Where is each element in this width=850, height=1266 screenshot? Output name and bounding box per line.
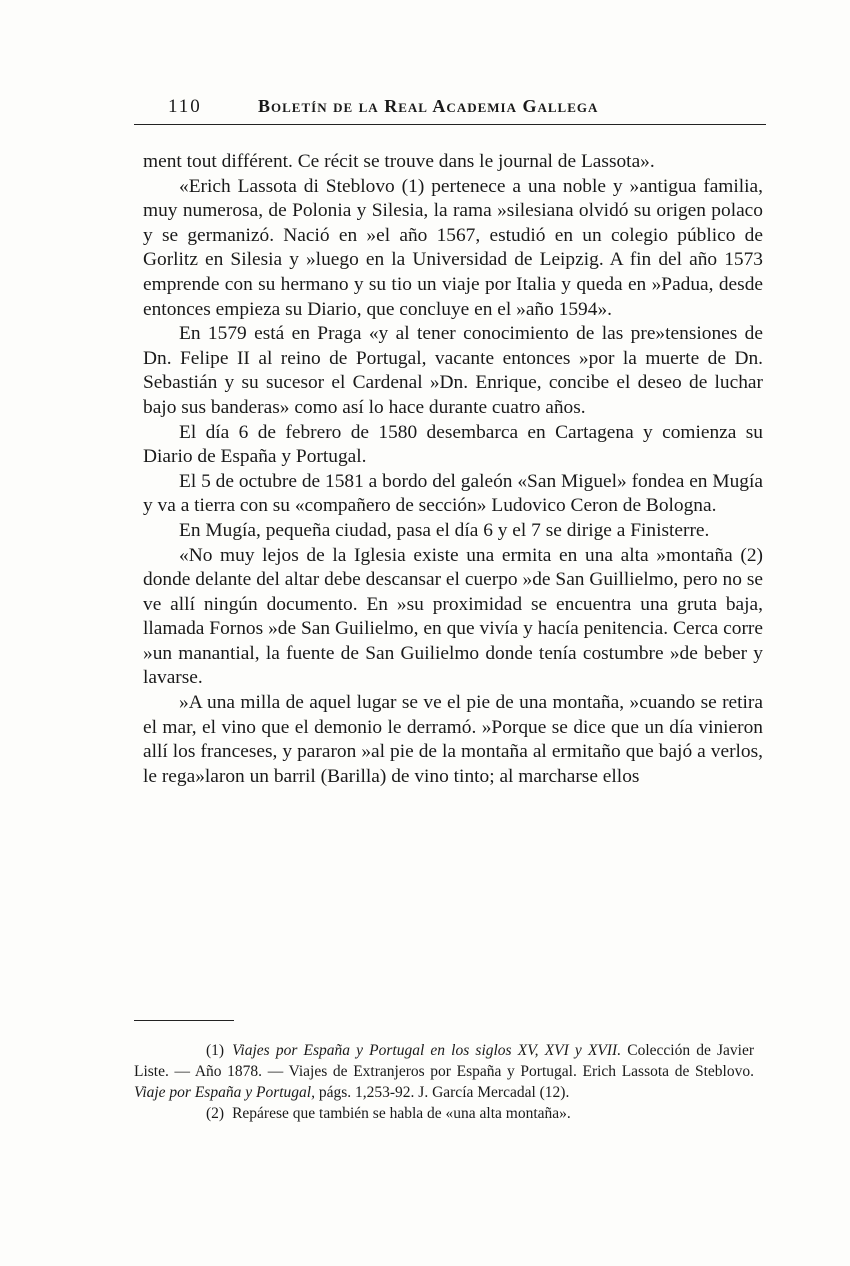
paragraph: ment tout différent. Ce récit se trouve dans le journal de Lassota».: [143, 151, 655, 172]
paragraph: El día 6 de febrero de 1580 desembarca en Cartagena y comienza su Diario de España y Portugal.: [143, 421, 763, 468]
paragraph: En Mugía, pequeña ciudad, pasa el día 6 y el 7 se dirige a Finisterre.: [179, 519, 710, 541]
body-text: [143, 150, 763, 789]
footnote: [134, 1040, 754, 1103]
footnote-italic-title: Viajes por España y Portugal en los siglos XV, XVI y XVII.: [232, 1042, 622, 1059]
footnote-text: págs. 1,253-92. J. García Mercadal (12).: [318, 1084, 570, 1101]
paragraph: «No muy lejos de la Iglesia existe una ermita en una alta »montaña (2) donde delante del altar debe descansar el cuerpo »de San Guillielmo, pero no se ve allí ningún documento. En »su proximidad se encuentra una gruta baja, llamada Fornos »de San Guilielmo, en que vivía y hacía penitencia. Cerca corre »un manantial, la fuente de San Guilielmo donde tenía costumbre »de beber y lavarse.: [143, 544, 763, 689]
footnote-italic-title: Viaje por España y Portugal,: [134, 1084, 315, 1101]
paragraph: »A una milla de aquel lugar se ve el pie de una montaña, »cuando se retira el mar, el vino que el demonio le derramó. »Porque se dice que un día vinieron allí los franceses, y pararon »al pie de la montaña al ermitaño que bajó a verlos, le rega»laron un barril (Barilla) de vino tinto; al marcharse ellos: [143, 692, 763, 787]
paragraph: En 1579 está en Praga «y al tener conocimiento de las pre»tensiones de Dn. Felipe II al reino de Portugal, vacante entonces »por la muerte de Dn. Sebastián y su sucesor el Cardenal »Dn. Enrique, concibe el deseo de luchar bajo sus banderas» como así lo hace durante cuatro años.: [143, 323, 763, 418]
page-header: [134, 94, 766, 125]
footnote: [134, 1103, 754, 1124]
footnotes: [134, 1040, 754, 1124]
footnote-text: Repárese que también se habla de «una alta montaña».: [232, 1105, 571, 1122]
footnote-marker: (2): [206, 1105, 225, 1122]
running-title: Boletín de la Real Academia Gallega: [258, 96, 599, 116]
page-number: 110: [168, 96, 202, 117]
paragraph: El 5 de octubre de 1581 a bordo del galeón «San Miguel» fondea en Mugía y va a tierra con su «compañero de sección» Ludovico Ceron de Bologna.: [143, 470, 763, 517]
footnote-marker: (1): [206, 1042, 225, 1059]
footnote-separator: [134, 1020, 234, 1021]
paragraph: «Erich Lassota di Steblovo (1) pertenece a una noble y »antigua familia, muy numerosa, de Polonia y Silesia, la rama »silesiana olvidó su origen polaco y se germanizó. Nació en »el año 1567, estudió en un colegio público de Gorlitz en Silesia y »luego en la Universidad de Leipzig. A fin del año 1573 emprende con su hermano y su tio un viaje por Italia y queda en »Padua, desde entonces empieza su Diario, que concluye en el »año 1594».: [143, 175, 763, 320]
footnote-text: Colección de Javier Liste. — Año 1878. — Viajes de Extranjeros por España y Portugal. Erich Lassota de Steblovo.: [134, 1042, 755, 1080]
